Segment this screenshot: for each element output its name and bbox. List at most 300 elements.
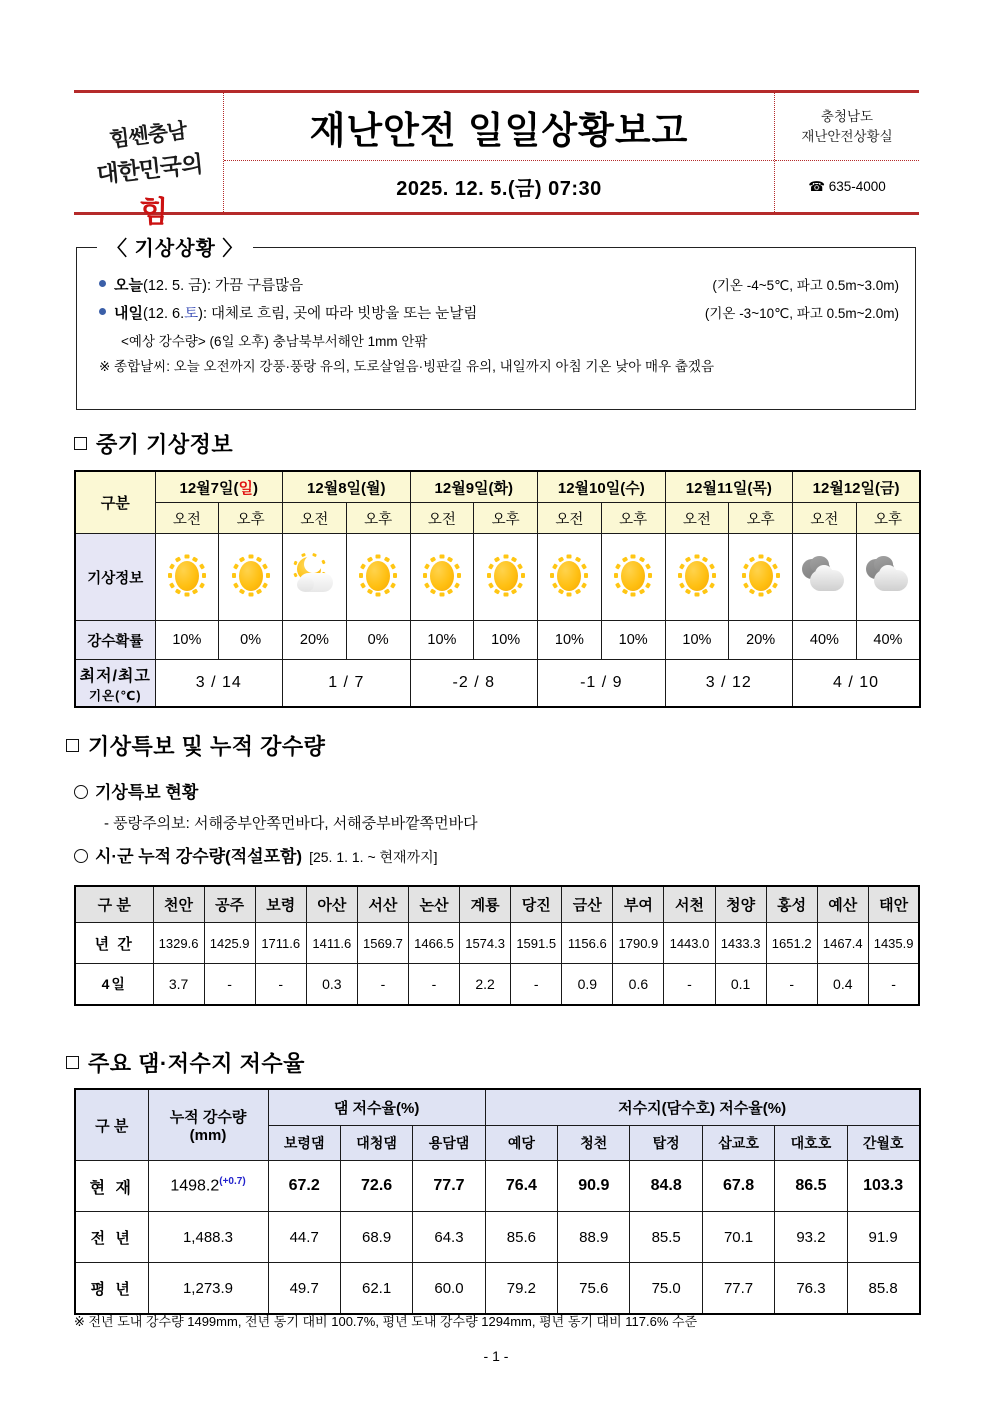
rainfall-year-10: 1443.0 [664, 923, 715, 964]
province-logo [74, 93, 224, 230]
sun-ray [517, 582, 523, 588]
city-county-rainfall-table [74, 885, 920, 1006]
rainfall-day-2: - [255, 964, 306, 1006]
dam-reservoir-table [74, 1088, 921, 1315]
title-row [224, 93, 774, 161]
sun-ray [766, 556, 772, 562]
temp-value-1: 1 / 7 [283, 660, 411, 708]
midterm-day-4: 12월11일(목) [665, 471, 793, 503]
sun-ray [424, 563, 430, 569]
midterm-day-3: 12월10일(수) [538, 471, 666, 503]
sun-ray [742, 573, 746, 578]
dam-col-0: 보령댐 [268, 1126, 340, 1161]
dam-rainfall-header [148, 1089, 268, 1161]
sun-ray [169, 582, 175, 588]
sun-ray [567, 555, 572, 559]
precip-prob-0: 10% [155, 621, 219, 660]
temp-value-0: 3 / 14 [155, 660, 283, 708]
sun-ray [645, 582, 651, 588]
sun-ray [494, 556, 500, 562]
sun-ray [390, 563, 396, 569]
table-row [75, 1161, 920, 1212]
sun-ray [439, 555, 444, 559]
dam-lastyear-5: 85.5 [630, 1212, 702, 1263]
dam-current-8: 103.3 [847, 1161, 919, 1212]
table-row [75, 923, 919, 964]
tomorrow-date-day: 토 [184, 306, 199, 322]
ampm-pm-0: 오후 [219, 503, 283, 534]
checkbox-square-icon [66, 1056, 79, 1069]
sun-ray [487, 573, 491, 578]
temp-value-2: -2 / 8 [410, 660, 538, 708]
issuing-office [775, 93, 919, 161]
sun-ray [256, 556, 262, 562]
sun-ray [511, 556, 517, 562]
rainfall-day-4: - [357, 964, 408, 1006]
reservoir-col-2: 탑정 [630, 1126, 702, 1161]
dam-average-4: 75.6 [558, 1263, 630, 1315]
ampm-am-3: 오전 [538, 503, 602, 534]
page-number: - 1 - [483, 1348, 509, 1364]
sun-ray [521, 573, 525, 578]
sun-ray [376, 593, 381, 597]
sun-core [557, 561, 581, 591]
dam-average-6: 77.7 [702, 1263, 774, 1315]
sun-ray [766, 589, 772, 595]
table-row [75, 964, 919, 1006]
dam-current-3: 76.4 [485, 1161, 557, 1212]
rainfall-year-14: 1435.9 [868, 923, 919, 964]
sun-ray [175, 589, 181, 595]
sun-ray [622, 556, 628, 562]
rainfall-day-0: 3.7 [153, 964, 204, 1006]
ampm-am-5: 오전 [793, 503, 857, 534]
dam-rainfall-lastyear: 1,488.3 [148, 1212, 268, 1263]
weather-summary-note: ※ 종합날씨: 오늘 오전까지 강풍·풍랑 유의, 도로살얼음·빙판길 유의, 내일까지 아침 기온 낮아 매우 춥겠음 [99, 359, 714, 374]
sun-ray [192, 556, 198, 562]
precip-prob-7: 10% [601, 621, 665, 660]
sun-ray [694, 593, 699, 597]
dam-rainfall-average: 1,273.9 [148, 1263, 268, 1315]
sun-ray [430, 556, 436, 562]
subheading-cumulative-rain [74, 842, 438, 867]
precip-prob-5: 10% [474, 621, 538, 660]
sun-icon [612, 555, 654, 597]
dam-lastyear-4: 88.9 [558, 1212, 630, 1263]
rainfall-year-11: 1433.3 [715, 923, 766, 964]
dam-lastyear-1: 68.9 [340, 1212, 412, 1263]
org-line2: 재난안전상황실 [801, 128, 893, 144]
weather-icon-cell-10 [793, 534, 857, 621]
cumulative-rain-range: [25. 1. 1. ~ 현재까지] [309, 849, 438, 865]
sun-ray [567, 593, 572, 597]
reservoir-col-0: 예당 [485, 1126, 557, 1161]
weather-icon-cell-4 [410, 534, 474, 621]
rainfall-day-9: 0.6 [613, 964, 664, 1006]
rainfall-col-0: 천안 [153, 886, 204, 923]
dam-row-label-current: 현 재 [75, 1161, 148, 1212]
sun-ray [709, 582, 715, 588]
rainfall-year-4: 1569.7 [357, 923, 408, 964]
sun-ray [390, 582, 396, 588]
sun-ray [758, 555, 763, 559]
dam-current-2: 77.7 [413, 1161, 485, 1212]
sun-ray [772, 563, 778, 569]
org-line1: 충청남도 [820, 108, 874, 124]
rainfall-day-10: - [664, 964, 715, 1006]
special-advisory-item: - 풍랑주의보: 서해중부안쪽먼바다, 서해중부바깥쪽먼바다 [104, 815, 478, 832]
sun-ray [575, 589, 581, 595]
sun-ray [256, 589, 262, 595]
precip-prob-3: 0% [346, 621, 410, 660]
sun-ray [743, 563, 749, 569]
tomorrow-desc: : 대체로 흐림, 곳에 따라 빗방울 또는 눈날림 [202, 306, 478, 322]
date-row [224, 161, 774, 212]
section-heading-special [66, 730, 325, 761]
dam-col-1: 대청댐 [340, 1126, 412, 1161]
weather-box-legend: 〈 기상상황 〉 [97, 232, 253, 261]
rainfall-col-11: 청양 [715, 886, 766, 923]
sun-ray [678, 573, 682, 578]
today-label: 오늘 [114, 277, 143, 294]
dam-current-7: 86.5 [775, 1161, 847, 1212]
sun-ray [679, 582, 685, 588]
rainfall-day-3: 0.3 [306, 964, 357, 1006]
dam-rainfall-current: $1498.2^{(+0.7)}$ [148, 1161, 268, 1212]
section-heading-dam [66, 1047, 305, 1078]
today-detail: (기온 -4~5℃, 파고 0.5m~3.0m) [712, 278, 899, 293]
report-datetime: 2025. 12. 5.(금) 07:30 [396, 178, 602, 200]
sun-ray [366, 589, 372, 595]
sun-ray [457, 573, 461, 578]
sun-ray [639, 556, 645, 562]
rainfall-col-7: 당진 [511, 886, 562, 923]
rainfall-day-8: 0.9 [562, 964, 613, 1006]
sun-ray [423, 573, 427, 578]
weather-icon-cell-2 [283, 534, 347, 621]
dam-current-0: 67.2 [268, 1161, 340, 1212]
rainfall-row-label-year: 년 간 [75, 923, 153, 964]
sun-core [749, 561, 773, 591]
rainfall-col-12: 홍성 [766, 886, 817, 923]
tomorrow-date-post: ) [198, 306, 203, 322]
section-heading-dam-label: 주요 댐·저수지 저수율 [88, 1051, 305, 1076]
tomorrow-date-pre: (12. 6. [142, 306, 185, 322]
ampm-pm-3: 오후 [601, 503, 665, 534]
midterm-day-5: 12월12일(금) [793, 471, 921, 503]
sun-ray [584, 573, 588, 578]
sun-core [685, 561, 709, 591]
section-heading-special-label: 기상특보 및 누적 강수량 [88, 734, 326, 759]
sun-ray [758, 593, 763, 597]
today-desc: : 가끔 구름많음 [206, 278, 304, 294]
sun-ray [743, 582, 749, 588]
rainfall-day-5: - [408, 964, 459, 1006]
sun-icon [548, 555, 590, 597]
rainfall-year-5: 1466.5 [408, 923, 459, 964]
sun-ray [614, 573, 618, 578]
rainfall-col-6: 계룡 [460, 886, 511, 923]
sun-ray [575, 556, 581, 562]
dam-average-1: 62.1 [340, 1263, 412, 1315]
ampm-pm-5: 오후 [856, 503, 920, 534]
sun-ray [776, 573, 780, 578]
rainfall-col-14: 태안 [868, 886, 919, 923]
sun-crescent-mask [304, 555, 322, 573]
sun-ray [631, 593, 636, 597]
sun-ray [558, 589, 564, 595]
midterm-prob-label: 강수확률 [75, 621, 155, 660]
ampm-pm-1: 오후 [346, 503, 410, 534]
sun-core [239, 561, 263, 591]
sun-ray [447, 589, 453, 595]
precip-prob-11: 40% [856, 621, 920, 660]
sun-core [621, 561, 645, 591]
tomorrow-detail: (기온 -3~10℃, 파고 0.5m~2.0m) [704, 306, 899, 321]
sun-ray [685, 556, 691, 562]
ampm-am-4: 오전 [665, 503, 729, 534]
circle-bullet-icon [74, 849, 88, 863]
dam-row-label-average: 평 년 [75, 1263, 148, 1315]
sun-ray [175, 556, 181, 562]
rainfall-col-2: 보령 [255, 886, 306, 923]
sun-ray [503, 593, 508, 597]
sun-ray [712, 573, 716, 578]
midterm-day-2: 12월9일(화) [410, 471, 538, 503]
midterm-temp-row [75, 660, 920, 708]
dam-col-label: 구 분 [75, 1089, 148, 1161]
rainfall-col-1: 공주 [204, 886, 255, 923]
sun-ray [366, 556, 372, 562]
sun-ray [360, 582, 366, 588]
weather-icon-cell-1 [219, 534, 283, 621]
weather-icon-cell-9 [729, 534, 793, 621]
rainfall-col-8: 금산 [562, 886, 613, 923]
temp-label-line2: 기온(℃) [88, 688, 142, 703]
dam-rainfall-header-l2: (mm) [189, 1127, 227, 1144]
rainfall-year-3: 1411.6 [306, 923, 357, 964]
rainfall-col-5: 논산 [408, 886, 459, 923]
sun-icon [676, 555, 718, 597]
sun-ray [239, 556, 245, 562]
sun-ray [645, 563, 651, 569]
weather-icon-cell-11 [856, 534, 920, 621]
sun-ray [376, 555, 381, 559]
subheading-cumulative-rain-label: 시·군 누적 강수량(적설포함) [95, 847, 303, 866]
rainfall-year-2: 1711.6 [255, 923, 306, 964]
rainfall-col-4: 서산 [357, 886, 408, 923]
sun-ray [301, 553, 306, 557]
sun-ray [615, 582, 621, 588]
rainfall-day-1: - [204, 964, 255, 1006]
precip-prob-1: 0% [219, 621, 283, 660]
sun-ray [694, 555, 699, 559]
reservoir-col-5: 간월호 [847, 1126, 919, 1161]
midterm-header-row-ampm [75, 503, 920, 534]
sun-ray [359, 573, 363, 578]
ampm-pm-2: 오후 [474, 503, 538, 534]
reservoir-group-header: 저수지(담수호) 저수율(%) [485, 1089, 919, 1126]
weather-situation-box [76, 238, 916, 410]
rainfall-col-9: 부여 [613, 886, 664, 923]
dam-average-3: 79.2 [485, 1263, 557, 1315]
rainfall-year-6: 1574.3 [460, 923, 511, 964]
sun-ray [192, 589, 198, 595]
checkbox-square-icon [74, 437, 87, 450]
logo-line2: 대한민국의힘 [94, 150, 204, 230]
sun-icon [230, 555, 272, 597]
dam-lastyear-3: 85.6 [485, 1212, 557, 1263]
page-title: 재난안전 일일상황보고 [309, 109, 689, 151]
dam-group-header: 댐 저수율(%) [268, 1089, 485, 1126]
sun-ray [184, 593, 189, 597]
midterm-day-0: 12월7일(일) [155, 471, 283, 503]
circle-bullet-icon [74, 785, 88, 799]
ampm-am-2: 오전 [410, 503, 474, 534]
rainfall-year-0: 1329.6 [153, 923, 204, 964]
dam-average-2: 60.0 [413, 1263, 485, 1315]
weather-icon-cell-6 [538, 534, 602, 621]
sun-ray [488, 563, 494, 569]
sun-ray [266, 573, 270, 578]
midterm-div-label: 구분 [75, 471, 155, 534]
ampm-am-0: 오전 [155, 503, 219, 534]
checkbox-square-icon [66, 739, 79, 752]
sun-ray [709, 563, 715, 569]
precip-prob-4: 10% [410, 621, 474, 660]
sun-ray [393, 573, 397, 578]
table-row [75, 1263, 920, 1315]
footnote: ※ 전년 도내 강수량 1499mm, 전년 동기 대비 100.7%, 평년 도내 강수량 1294mm, 평년 동기 대비 117.6% 수준 [74, 1314, 698, 1329]
rainfall-year-13: 1467.4 [817, 923, 868, 964]
sun-ray [685, 589, 691, 595]
sun-ray [622, 589, 628, 595]
bullet-icon [99, 308, 106, 315]
expected-rainfall: <예상 강수량> (6일 오후) 충남북부서해안 1mm 안팎 [121, 334, 428, 349]
sun-ray [749, 589, 755, 595]
sun-ray [202, 573, 206, 578]
sun-ray [454, 582, 460, 588]
sun-ray [550, 573, 554, 578]
dam-header-row-1 [75, 1089, 920, 1126]
dam-current-4: 90.9 [558, 1161, 630, 1212]
rainfall-day-12: - [766, 964, 817, 1006]
reservoir-col-3: 삽교호 [702, 1126, 774, 1161]
sun-ray [239, 589, 245, 595]
temp-label-line1: 최저/최고 [79, 667, 151, 685]
sun-ray [199, 582, 205, 588]
rainfall-col-3: 아산 [306, 886, 357, 923]
table-row [75, 1212, 920, 1263]
midterm-icon-row [75, 534, 920, 621]
midterm-weather-table [74, 470, 921, 708]
sun-ray [248, 555, 253, 559]
rainfall-year-12: 1651.2 [766, 923, 817, 964]
sun-ray [168, 573, 172, 578]
sun-ray [262, 563, 268, 569]
sun-icon [357, 555, 399, 597]
sun-ray [233, 563, 239, 569]
temp-value-5: 4 / 10 [793, 660, 921, 708]
weather-icon-cell-0 [155, 534, 219, 621]
precip-prob-6: 10% [538, 621, 602, 660]
sun-ray [552, 582, 558, 588]
sun-icon [485, 555, 527, 597]
rainfall-row-label-day: 4일 [75, 964, 153, 1006]
sun-ray [702, 589, 708, 595]
rainfall-col-label: 구 분 [75, 886, 153, 923]
rainfall-delta: (+0.7) [219, 1176, 246, 1188]
sun-ray [494, 589, 500, 595]
rainfall-header-row [75, 886, 919, 923]
header-right [774, 93, 919, 212]
sun-ray [383, 556, 389, 562]
dam-average-7: 76.3 [775, 1263, 847, 1315]
subheading-special-status [74, 778, 198, 803]
midterm-header-row-dates [75, 471, 920, 503]
sun-icon [166, 555, 208, 597]
sun-ray [439, 593, 444, 597]
today-date: (12. 5. 금) [142, 278, 207, 294]
sun-ray [503, 555, 508, 559]
cloudy-icon [800, 556, 848, 596]
cloud-light-puff [815, 565, 833, 583]
sun-ray [454, 563, 460, 569]
sun-ray [248, 593, 253, 597]
section-heading-midterm [74, 428, 233, 459]
rainfall-day-14: - [868, 964, 919, 1006]
dam-lastyear-0: 44.7 [268, 1212, 340, 1263]
sun-ray [749, 556, 755, 562]
sun-ray [383, 589, 389, 595]
sun-ray [772, 582, 778, 588]
dam-lastyear-6: 70.1 [702, 1212, 774, 1263]
dam-rainfall-header-l1: 누적 강수량 [169, 1109, 247, 1126]
midterm-precip-row [75, 621, 920, 660]
reservoir-col-1: 청천 [558, 1126, 630, 1161]
dam-average-5: 75.0 [630, 1263, 702, 1315]
sun-ray [648, 573, 652, 578]
sun-ray [552, 563, 558, 569]
contact-phone: ☎ 635-4000 [808, 178, 886, 194]
precip-prob-2: 20% [283, 621, 347, 660]
sun-ray [679, 563, 685, 569]
sun-ray [558, 556, 564, 562]
dam-lastyear-7: 93.2 [775, 1212, 847, 1263]
rainfall-year-1: 1425.9 [204, 923, 255, 964]
tomorrow-label: 내일 [114, 305, 143, 322]
section-heading-midterm-label: 중기 기상정보 [96, 432, 234, 457]
sun-ray [199, 563, 205, 569]
weather-box-content [77, 248, 915, 383]
sun-ray [511, 589, 517, 595]
ampm-pm-4: 오후 [729, 503, 793, 534]
today-weather-line [99, 274, 899, 295]
sun-ray [184, 555, 189, 559]
cloudy-icon [864, 556, 912, 596]
dam-lastyear-2: 64.3 [413, 1212, 485, 1263]
rainfall-year-7: 1591.5 [511, 923, 562, 964]
sun-icon [421, 555, 463, 597]
dam-average-0: 49.7 [268, 1263, 340, 1315]
sun-ray [517, 563, 523, 569]
sun-core [175, 561, 199, 591]
cloud-puff [297, 577, 314, 592]
sun-core [430, 561, 454, 591]
sun-core [494, 561, 518, 591]
logo-calligraphy [80, 102, 216, 230]
precip-prob-8: 10% [665, 621, 729, 660]
